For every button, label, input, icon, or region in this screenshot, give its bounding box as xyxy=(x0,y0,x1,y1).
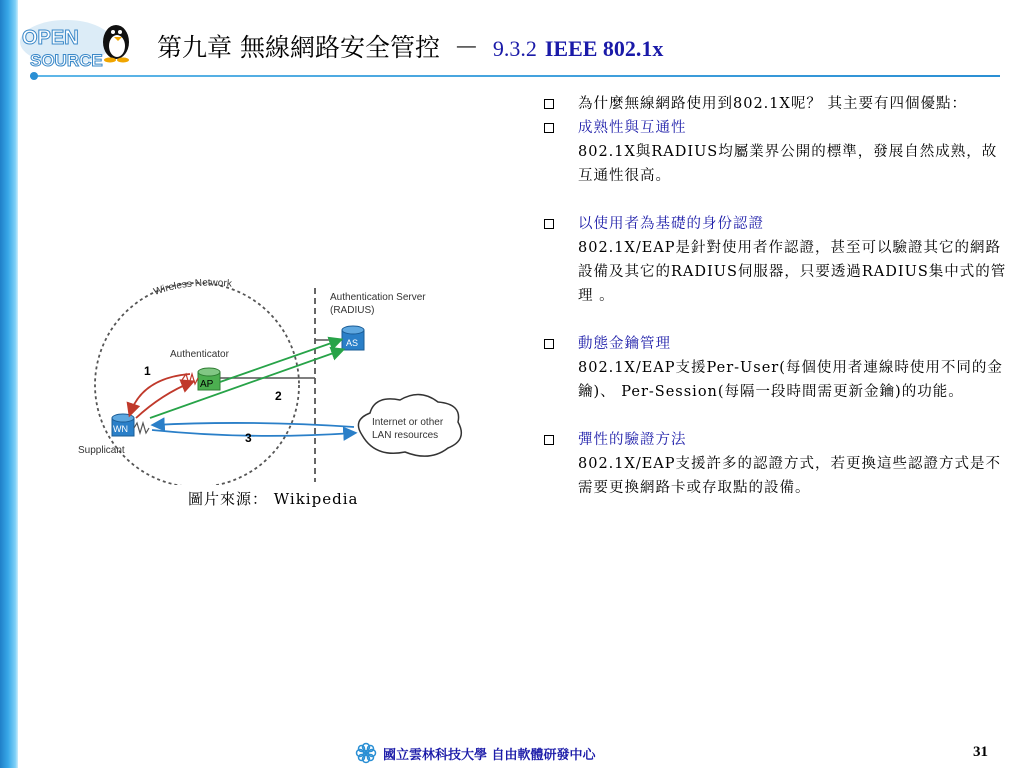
access-point-icon xyxy=(198,368,220,390)
bullet-content xyxy=(536,92,1012,500)
ap-label: AP xyxy=(200,379,214,390)
intro-text: 為什麼無線網路使用到802.1X呢？ 其主要有四個優點： xyxy=(578,96,967,112)
item-body: 802.1X/EAP支援許多的認證方式，若更換這些認證方式是不需要更換網路卡或存取點的設備。 xyxy=(578,456,1002,496)
internet-to-wn-arrow xyxy=(154,423,354,427)
wn-signal-icon xyxy=(134,423,149,433)
footer xyxy=(355,742,596,764)
wn-label: WN xyxy=(113,424,128,434)
8021x-network-diagram xyxy=(70,270,470,485)
list-item-heading xyxy=(536,428,1012,452)
supplicant-label: Supplicant xyxy=(78,445,125,456)
ap-to-as-arrow xyxy=(220,340,340,382)
item-body: 802.1X/EAP是針對使用者作認證，甚至可以驗證其它的網路設備及其它的RADIUS伺服器，只要透過RADIUS集中式的管理 。 xyxy=(578,240,1007,304)
logo-text-source: SOURCE xyxy=(30,51,103,70)
slide-title xyxy=(157,28,663,64)
internet-label-line2: LAN resources xyxy=(372,430,439,441)
open-source-logo xyxy=(16,12,136,70)
page-number: 31 xyxy=(973,744,988,760)
auth-server-icon xyxy=(342,326,364,350)
title-dash: － xyxy=(453,33,479,62)
wn-to-internet-arrow xyxy=(152,430,354,436)
spacer xyxy=(536,308,1012,332)
footer-org: 國立雲林科技大學 自由軟體研發中心 xyxy=(383,747,596,763)
square-bullet-icon xyxy=(544,339,554,349)
list-item-intro xyxy=(536,92,1012,116)
square-bullet-icon xyxy=(544,435,554,445)
auth-server-label: Authentication Server xyxy=(330,292,426,303)
item-body: 802.1X/EAP支援Per-User(每個使用者連線時使用不同的金鑰)、 Per-Session(每隔一段時間需更新金鑰)的功能。 xyxy=(578,360,1003,400)
list-item-heading xyxy=(536,212,1012,236)
step3-label: 3 xyxy=(245,431,252,445)
step1-arrow-down xyxy=(130,374,190,414)
item-heading: 以使用者為基礎的身份認證 xyxy=(578,216,764,232)
flower-logo-icon xyxy=(355,742,377,764)
spacer xyxy=(536,188,1012,212)
square-bullet-icon xyxy=(544,219,554,229)
item-body: 802.1X與RADIUS均屬業界公開的標準，發展自然成熟，故互通性很高。 xyxy=(578,144,998,184)
square-bullet-icon xyxy=(544,123,554,133)
title-underline xyxy=(30,75,1000,77)
title-section: 9.3.2 xyxy=(492,36,537,61)
square-bullet-icon xyxy=(544,99,554,109)
as-label: AS xyxy=(346,338,359,348)
radius-label: (RADIUS) xyxy=(330,305,375,316)
figure-caption: 圖片來源： Wikipedia xyxy=(188,490,359,508)
wireless-network-label: Wireless Network xyxy=(152,277,233,298)
title-chapter: 第九章 無線網路安全管控 xyxy=(157,33,440,62)
list-item-heading xyxy=(536,332,1012,356)
list-item-heading xyxy=(536,116,1012,140)
spacer xyxy=(536,404,1012,428)
authenticator-label: Authenticator xyxy=(170,349,229,360)
step1-label: 1 xyxy=(144,364,151,378)
internet-label-line1: Internet or other xyxy=(372,417,444,428)
item-heading: 彈性的驗證方法 xyxy=(578,432,687,448)
step2-label: 2 xyxy=(275,389,282,403)
penguin-icon xyxy=(103,25,129,63)
wireless-range-circle xyxy=(95,283,299,485)
title-underline-dot xyxy=(30,72,38,80)
left-decorative-bar xyxy=(0,0,18,768)
wireless-node-icon xyxy=(112,414,134,436)
wn-to-as-arrow xyxy=(150,350,342,418)
logo-text-open: OPEN xyxy=(22,27,79,49)
title-topic: IEEE 802.1x xyxy=(544,36,664,61)
item-heading: 動態金鑰管理 xyxy=(578,336,671,352)
item-heading: 成熟性與互通性 xyxy=(578,120,687,136)
